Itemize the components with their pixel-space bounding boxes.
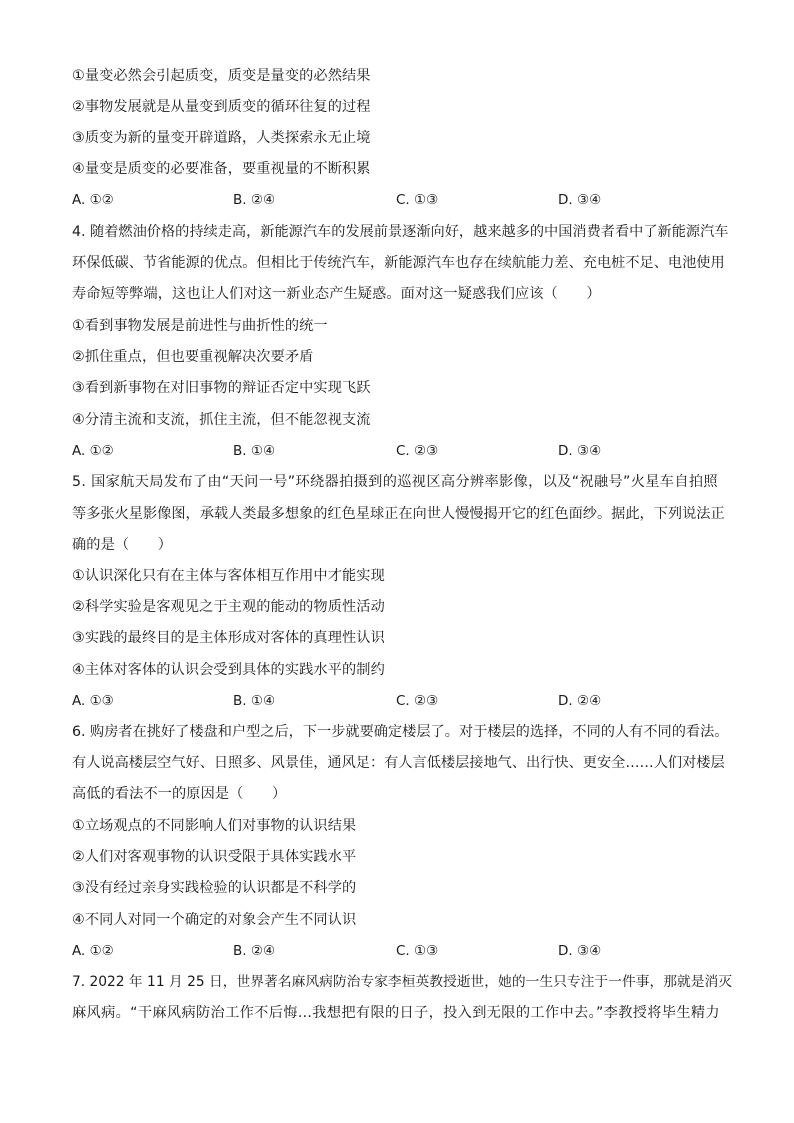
q5-option-b: B. ①④ xyxy=(233,693,276,709)
q4-item-2: ②抓住重点，但也要重视解决次要矛盾 xyxy=(72,349,314,365)
q6-stem-line-2: 有人说高楼层空气好、日照多、风景佳，通风足：有人言低楼层接地气、出行快、更安全……人们对楼层 xyxy=(72,755,725,771)
q6-option-a: A. ①② xyxy=(72,943,114,959)
q7-stem-line-2: 麻风病。“干麻风病防治工作不后悔…我想把有限的日子，投入到无限的工作中去。”李教授将毕生精力 xyxy=(72,1005,720,1021)
q6-item-2: ②人们对客观事物的认识受限于具体实践水平 xyxy=(72,849,357,865)
q4-options xyxy=(72,441,732,461)
q3-option-c: C. ①③ xyxy=(396,192,439,208)
q4-item-1: ①看到事物发展是前进性与曲折性的统一 xyxy=(72,318,328,334)
q4-option-b: B. ①④ xyxy=(233,443,276,459)
q6-option-b: B. ②④ xyxy=(233,943,276,959)
q6-item-3: ③没有经过亲身实践检验的认识都是不科学的 xyxy=(72,880,357,896)
q3-item-2: ②事物发展就是从量变到质变的循环往复的过程 xyxy=(72,99,371,115)
q5-option-c: C. ②③ xyxy=(396,693,439,709)
q6-option-c: C. ①③ xyxy=(396,943,439,959)
q4-option-a: A. ①② xyxy=(72,443,114,459)
q5-option-d: D. ②④ xyxy=(558,693,602,709)
q4-item-4: ④分清主流和支流，抓住主流，但不能忽视支流 xyxy=(72,412,371,428)
q5-stem-line-2: 等多张火星影像图，承载人类最多想象的红色星球正在向世人慢慢揭开它的红色面纱。据此，下列说法正 xyxy=(72,506,725,522)
q4-option-d: D. ③④ xyxy=(558,443,602,459)
q5-item-3: ③实践的最终目的是主体形成对客体的真理性认识 xyxy=(72,630,385,646)
q6-options xyxy=(72,941,732,961)
q6-stem-line-1: 6. 购房者在挑好了楼盘和户型之后，下一步就要确定楼层了。对于楼层的选择，不同的人有不同的看法。 xyxy=(72,724,729,740)
q5-item-4: ④主体对客体的认识会受到具体的实践水平的制约 xyxy=(72,662,385,678)
q4-stem-line-3: 寿命短等弊端，这也让人们对这一新业态产生疑惑。面对这一疑惑我们应该（ ） xyxy=(72,286,601,302)
q3-item-3: ③质变为新的量变开辟道路，人类探索永无止境 xyxy=(72,130,371,146)
q5-stem-line-3: 确的是（ ） xyxy=(72,537,173,553)
q5-stem-line-1: 5. 国家航天局发布了由“天问一号”环绕器拍摄到的巡视区高分辨率影像，以及“祝融号”火星车自拍照 xyxy=(72,474,718,490)
q4-option-c: C. ②③ xyxy=(396,443,439,459)
q6-item-1: ①立场观点的不同影响人们对事物的认识结果 xyxy=(72,818,357,834)
q3-options xyxy=(72,190,732,210)
q7-stem-line-1: 7. 2022 年 11 月 25 日，世界著名麻风病防治专家李桓英教授逝世，她的一生只专注于一件事，那就是消灭 xyxy=(72,974,733,990)
q4-stem-line-1: 4. 随着燃油价格的持续走高，新能源汽车的发展前景逐渐向好，越来越多的中国消费者看中了新能源汽车 xyxy=(72,224,729,240)
q6-option-d: D. ③④ xyxy=(558,943,602,959)
q5-item-1: ①认识深化只有在主体与客体相互作用中才能实现 xyxy=(72,568,385,584)
q3-option-a: A. ①② xyxy=(72,192,114,208)
q4-stem-line-2: 环保低碳、节省能源的优点。但相比于传统汽车，新能源汽车也存在续航能力差、充电桩不足、电池使用 xyxy=(72,255,725,271)
q6-stem-line-3: 高低的看法不一的原因是（ ） xyxy=(72,786,287,802)
q3-item-1: ①量变必然会引起质变，质变是量变的必然结果 xyxy=(72,68,371,84)
q3-item-4: ④量变是质变的必要准备，要重视量的不断积累 xyxy=(72,161,371,177)
q5-item-2: ②科学实验是客观见之于主观的能动的物质性活动 xyxy=(72,599,385,615)
q4-item-3: ③看到新事物在对旧事物的辩证否定中实现飞跃 xyxy=(72,380,371,396)
q5-options xyxy=(72,691,732,711)
q3-option-d: D. ③④ xyxy=(558,192,602,208)
q6-item-4: ④不同人对同一个确定的对象会产生不同认识 xyxy=(72,912,357,928)
q5-option-a: A. ①③ xyxy=(72,693,114,709)
q3-option-b: B. ②④ xyxy=(233,192,276,208)
